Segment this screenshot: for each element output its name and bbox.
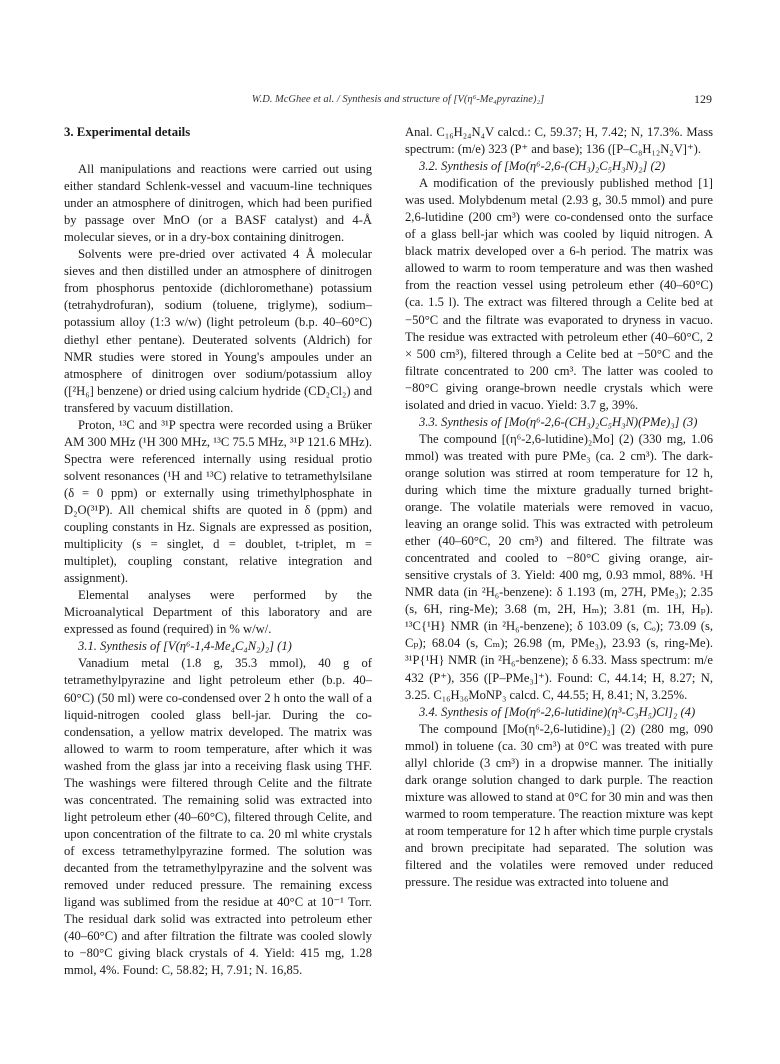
analysis-text: Anal. C₁₆H₂₄N₄V calcd.: C, 59.37; H, 7.42; N, 17.3%. Mass spectrum: (m/e) 323 (P⁺ and base); 136 ([P–C₈H₁₂N₂V]⁺). [405,125,713,157]
subsection-text-3-3: The compound [(η⁶-2,6-lutidine)₂Mo] (2) (330 mg, 1.06 mmol) was treated with pure PMe₃ (ca. 2 cm³). The dark-orange solution was stirred at room temperature for 12 h, during which time the mixture gradually turned bright-orange. The volatile materials were removed in vacuo, leaving an orange solid. This was extracted with petroleum ether (40–60°C, 20 cm³) and filtered. The filtrate was concentrated and cooled to −80°C giving orange, air-sensitive crystals of 3. Yield: 400 mg, 0.93 mmol, 88%. ¹H NMR data (in ²H₆-benzene): δ 1.193 (m, 27H, PMe₃); 2.35 (s, 6H, ring-Me); 3.68 (m, 2H, Hₘ); 3.81 (m. 1H, Hₚ). ¹³C{¹H} NMR (in ²H₆-benzene); δ 103.09 (s, Cₒ); 73.09 (s, Cₚ); 68.04 (s, Cₘ); 26.98 (m, PMe₃), 23.93 (s, ring-Me). ³¹P{¹H} NMR (in ²H₆-benzene); δ 6.33. Mass spectrum: m/e 432 (P⁺), 356 ([P–PMe₃]⁺). Found: C, 44.14; H, 8.27; N, 3.25. C₁₆H₃₆MoNP₃ calcd. C, 44.55; H, 8.41; N, 3.25%. [405,431,713,702]
running-head: W.D. McGhee et al. / Synthesis and structure of [V(η⁶-Me₄pyrazine)₂] [251,94,545,105]
section-title: 3. Experimental details [64,125,191,139]
subsection-title-3-3: 3.3. Synthesis of [Mo(η⁶-2,6-(CH₃)₂C₅H₃N)(PMe)₃] (3) [419,414,698,429]
subsection-title-3-1: 3.1. Synthesis of [V(η⁶-1,4-Me₄C₄N₂)₂] (1) [78,639,292,654]
paragraph-nmr: Proton, ¹³C and ³¹P spectra were recorded using a Brüker AM 300 MHz (¹H 300 MHz, ¹³C 75.5 MHz, ³¹P 121.6 MHz). Spectra were referenced internally using residual protio solvent resonances (¹H and ¹³C) relative to tetramethylsilane (δ = 0 ppm) or externally using trimethylphosphate in D₂O(³¹P). All chemical shifts are quoted in δ (ppm) and coupling constants in Hz. Signals are expressed as position, multiplicity (s = singlet, d = doublet, t-triplet, m = multiplet), coupling constant, relative integration and assignment). [64,417,372,586]
subsection-text-3-2: A modification of the previously published method [1] was used. Molybdenum metal (2.93 g, 30.5 mmol) and pure 2,6-lutidine (200 cm³) were co-condensed onto the surface of a glass bell-jar which was cooled by liquid nitrogen. A black matrix developed over a 6-h period. The matrix was allowed to warm to room temperature and was then washed from the reaction vessel using petroleum ether (40–60°C) (ca. 1.5 l). The extract was filtered through a Celite bed at −50°C and the filtrate was evaporated to dryness in vacuo. The residue was extracted with petroleum ether (40–60°C, 2 × 500 cm³), filtered through a Celite bed at −50°C and the filtrate concentrated to 200 cm³. The latter was cooled to −80°C giving orange-brown needle crystals which were isolated and dried in vacuo. Yield: 3.7 g, 39%. [405,176,713,412]
paragraph-manipulations: All manipulations and reactions were carried out using either standard Schlenk-vessel and vacuum-line techniques under an atmosphere of dinitrogen, which had been purified by passage over MnO (or a BASF catalyst) and 4-Å molecular sieves, or in a dry-box containing dinitrogen. [64,162,372,245]
subsection-title-3-2: 3.2. Synthesis of [Mo(η⁶-2,6-(CH₃)₂C₅H₃N)₂] (2) [419,159,666,174]
paragraph-elemental-analyses: Elemental analyses were performed by the Microanalytical Department of this laboratory and are expressed as found (required) in % w/w/. [64,588,372,637]
page-number: 129 [694,92,712,106]
subsection-text-3-4: The compound [Mo(η⁶-2,6-lutidine)₂] (2) (280 mg, 090 mmol) in toluene (ca. 30 cm³) at 0°C was treated with pure allyl chloride (3 cm³) in a dropwise manner. The initially dark orange solution changed to dark purple. The reaction mixture was allowed to stand at 0°C for 30 min and was then warmed to room temperature. The reaction mixture was kept at room temperature for 12 h after which time purple crystals and brown precipitate had separated. The solution was filtered and the volatiles were removed under reduced pressure. The residue was extracted into toluene and [405,721,713,890]
left-column [64,124,372,979]
right-column [405,124,713,891]
paragraph-solvents: Solvents were pre-dried over activated 4 Å molecular sieves and then distilled under an atmosphere of dinitrogen from phosphorus pentoxide (dichloromethane) potassium (tetrahydrofuran), sodium (toluene, triglyme), sodium–potassium alloy (1:3 w/w) (light petroleum (b.p. 40–60°C) diethyl ether pentane). Deuterated solvents (Aldrich) for NMR studies were stored in Young's ampoules under an atmosphere of dinitrogen over sodium/potassium alloy ([²H₆] benzene) or dried using calcium hydride (CD₂Cl₂) and transfered by vacuum distillation. [64,247,372,415]
subsection-title-3-4: 3.4. Synthesis of [Mo(η⁶-2,6-lutidine)(η³-C₃H₅)Cl]₂ (4) [419,704,696,719]
subsection-text-3-1: Vanadium metal (1.8 g, 35.3 mmol), 40 g of tetramethylpyrazine and light petroleum ether (b.p. 40–60°C) (50 ml) were co-condensed over 2 h onto the wall of a liquid-nitrogen cooled glass bell-jar. During the co-condensation, a yellow matrix developed. The matrix was allowed to warm to room temperature, after which it was washed from the glass jar into a receiving flask using THF. The washings were filtered through Celite and the filtrate was concentrated. The remaining solid was extracted into light petroleum ether (40–60°C), filtered through Celite, and upon concentration of the filtrate to ca. 20 ml white crystals of excess tetramethylpyrazine formed. The solution was decanted from the tetramethylpyrazine and the solvent was removed under reduced pressure. The remaining excess ligand was sublimed from the residue at 40°C at 10⁻¹ Torr. The residual dark solid was extracted into petroleum ether (40–60°C) and after filtration the filtrate was cooled slowly to −80°C giving black crystals of 4. Yield: 415 mg, 1.28 mmol, 4%. Found: C, 58.82; H, 7.91; N. 16,85. [64,656,372,978]
